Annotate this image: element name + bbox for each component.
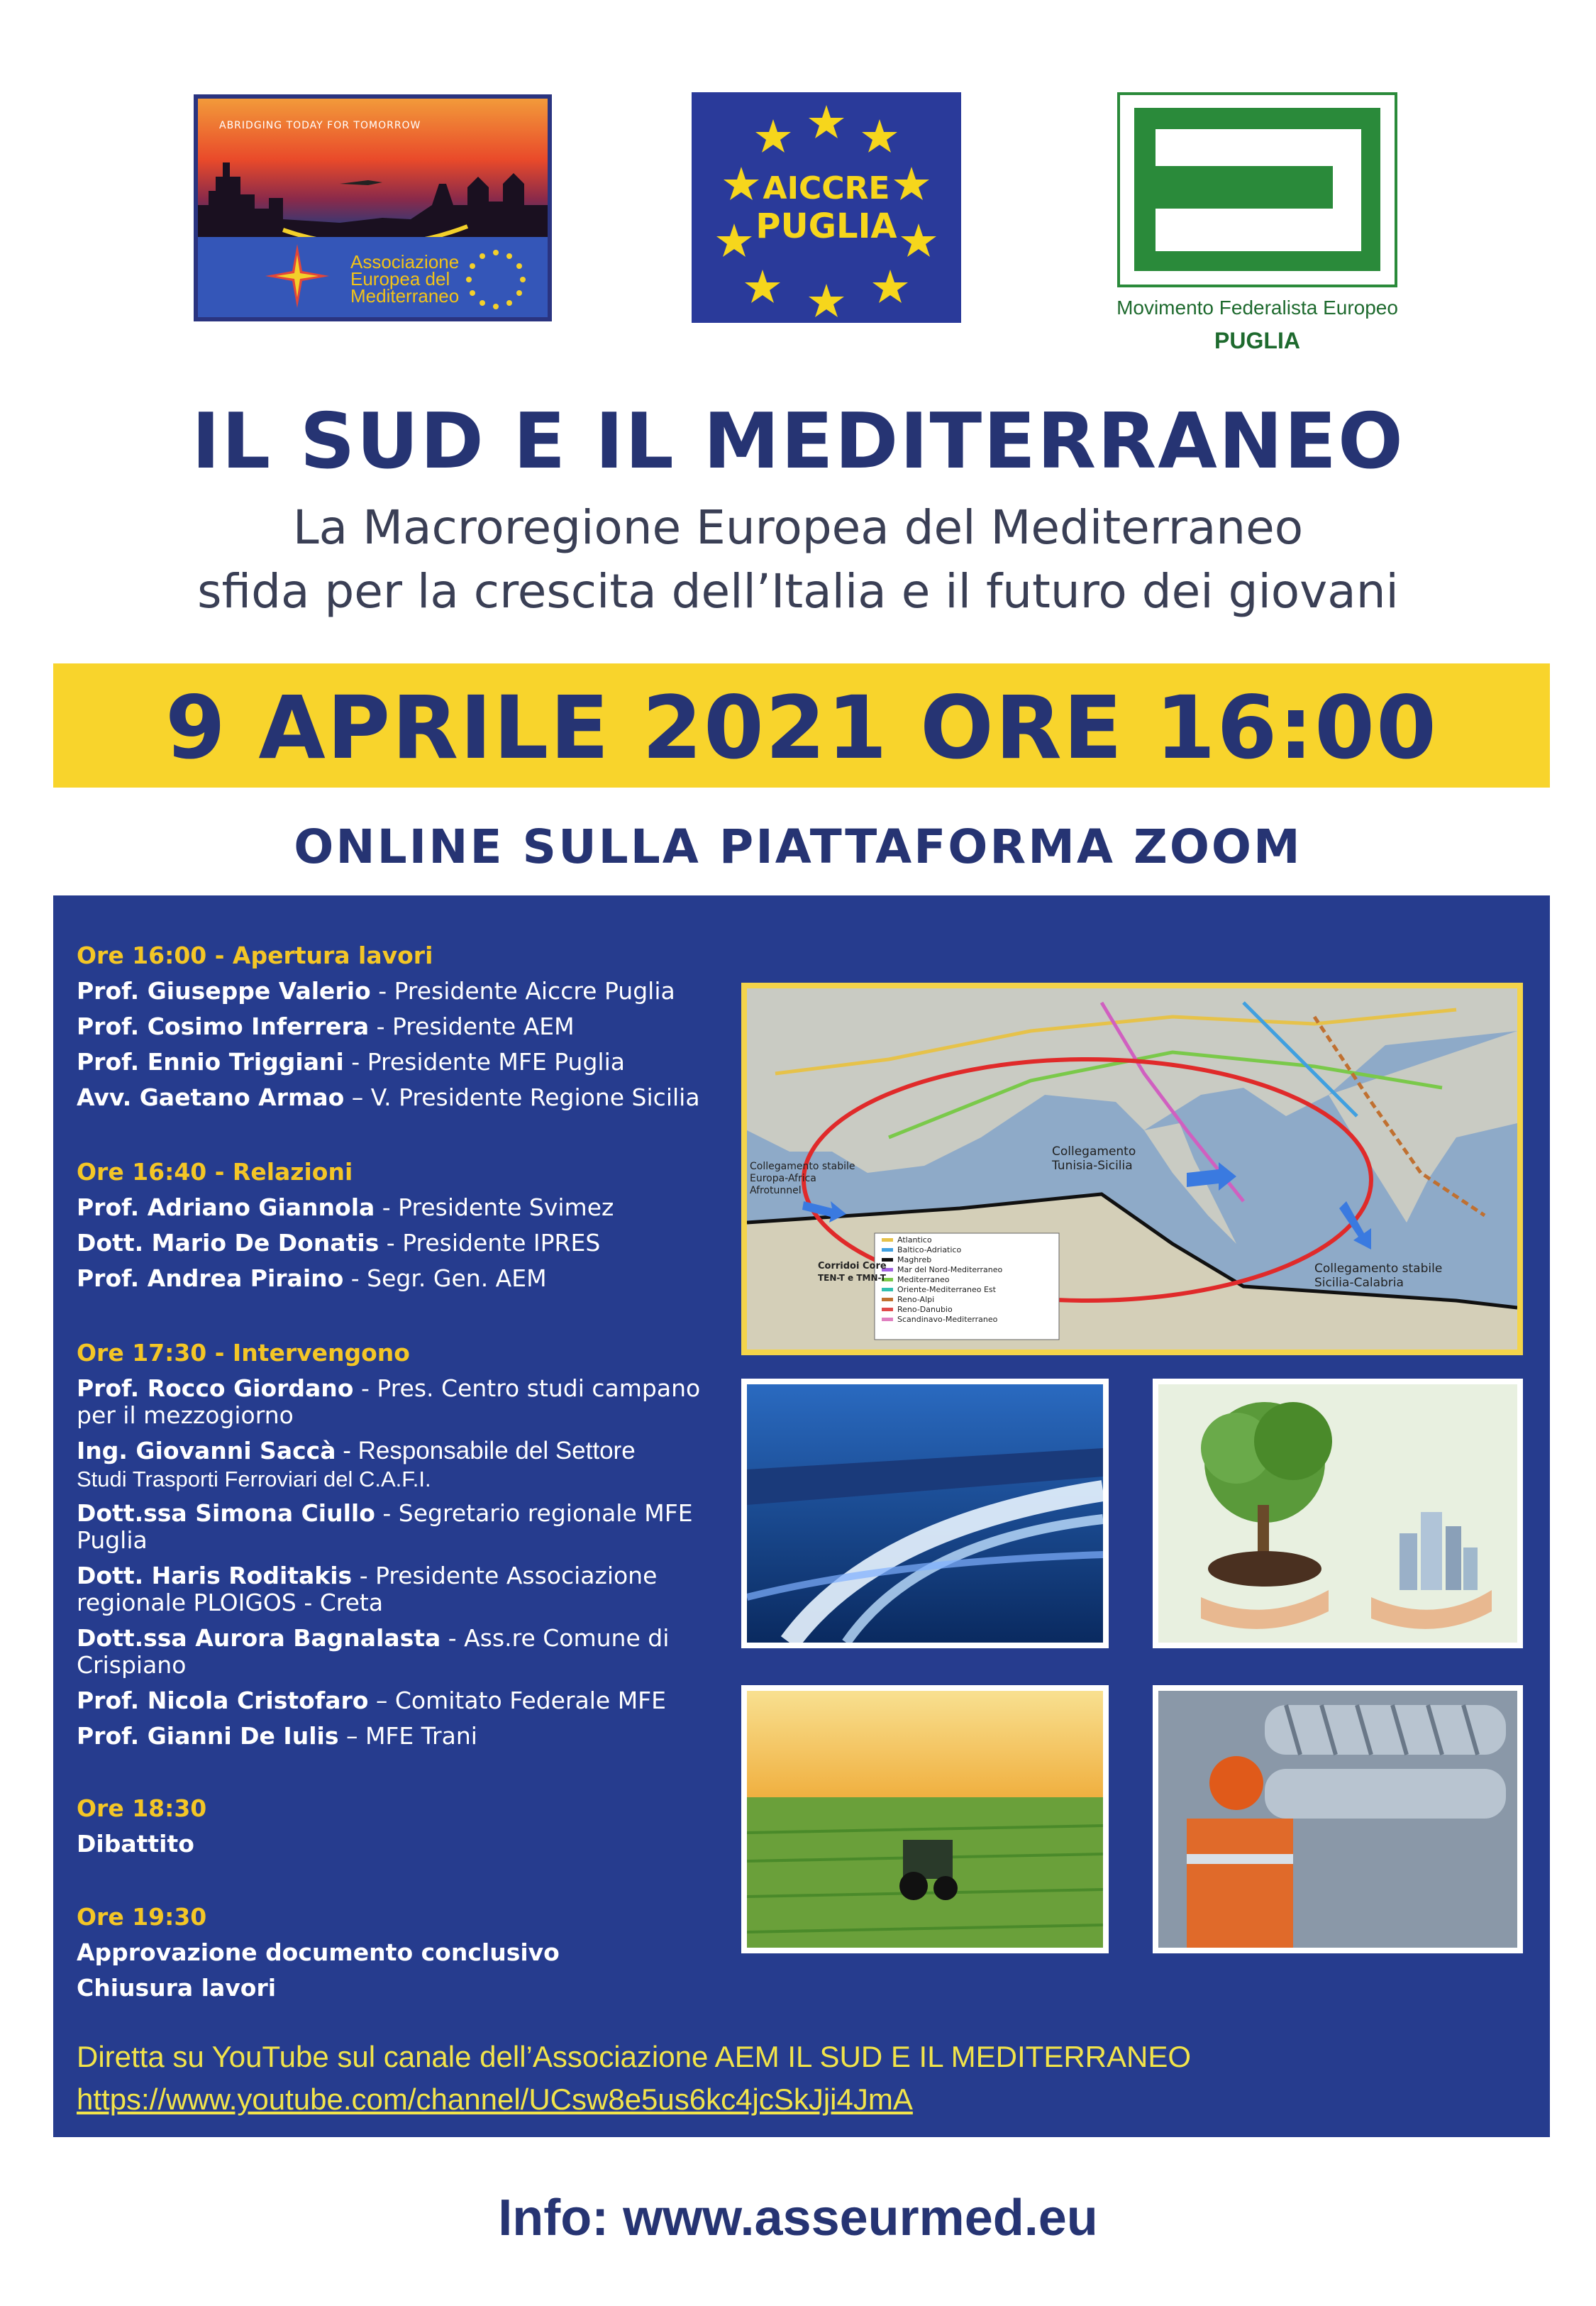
map-legend-item: Oriente-Mediterraneo Est — [897, 1285, 996, 1294]
event-date: 9 APRILE 2021 ORE 16:00 — [165, 678, 1438, 778]
aiccre-puglia-logo — [692, 92, 961, 323]
map-label: Collegamento stabile — [750, 1161, 855, 1172]
debate-text: Dibattito — [77, 1830, 194, 1858]
aem-logo — [194, 94, 552, 321]
worker-graphic — [1158, 1691, 1517, 1948]
page-title: IL SUD E IL MEDITERRANEO — [192, 397, 1404, 486]
skyline-graphic — [198, 155, 548, 241]
map-legend-item: Maghreb — [897, 1255, 932, 1264]
online-platform: ONLINE SULLA PIATTAFORMA ZOOM — [294, 820, 1302, 874]
speaker-line: Prof. Giuseppe Valerio - Presidente Aiccre Puglia — [77, 977, 675, 1005]
map-legend-item: Mar del Nord-Mediterraneo — [897, 1265, 1003, 1274]
map-legend-item: Scandinavo-Mediterraneo — [897, 1315, 998, 1324]
industrial-worker-photo — [1153, 1685, 1523, 1953]
section-reports-title: Ore 16:40 - Relazioni — [77, 1158, 353, 1186]
speaker-line: Prof. Andrea Piraino - Segr. Gen. AEM — [77, 1264, 547, 1292]
aem-tagline: ABRIDGING TODAY FOR TOMORROW — [219, 120, 421, 131]
mfe-logo — [1117, 92, 1397, 287]
section-debate-title: Ore 18:30 — [77, 1794, 207, 1822]
mediterranean-corridors-map — [741, 983, 1523, 1355]
speaker-line-cont: Crispiano — [77, 1651, 187, 1679]
speaker-line: Prof. Adriano Giannola - Presidente Svimez — [77, 1193, 614, 1221]
map-label: Sicilia-Calabria — [1314, 1276, 1404, 1290]
speaker-line: Dott.ssa Simona Ciullo - Segretario regionale MFE — [77, 1499, 693, 1527]
compass-rose-icon — [265, 244, 329, 308]
hands-tree-city-photo — [1153, 1379, 1523, 1648]
closing-text-2: Chiusura lavori — [77, 1974, 277, 2002]
speaker-line: Dott.ssa Aurora Bagnalasta - Ass.re Comune di — [77, 1624, 670, 1652]
map-label: Europa-Africa — [750, 1173, 816, 1184]
subtitle-line-1: La Macroregione Europea del Mediterraneo — [292, 500, 1304, 555]
speaker-line: Prof. Nicola Cristofaro – Comitato Federale MFE — [77, 1687, 666, 1714]
aiccre-label: AICCRE — [763, 170, 890, 206]
speaker-line: Prof. Ennio Triggiani - Presidente MFE Puglia — [77, 1048, 625, 1076]
speaker-line: Prof. Rocco Giordano - Pres. Centro studi campano — [77, 1374, 701, 1402]
youtube-channel-link[interactable]: https://www.youtube.com/channel/UCsw8e5us6kc4jcSkJji4JmA — [77, 2082, 913, 2116]
speaker-line: Prof. Cosimo Inferrera - Presidente AEM — [77, 1013, 575, 1040]
speaker-line-cont: Studi Trasporti Ferroviari del C.A.F.I. — [77, 1467, 431, 1491]
speaker-line-cont: per il mezzogiorno — [77, 1401, 294, 1429]
eu-star-circle-icon — [692, 92, 961, 323]
section-opening-title: Ore 16:00 - Apertura lavori — [77, 942, 433, 969]
map-legend-item: Baltico-Adriatico — [897, 1245, 962, 1254]
map-graphic — [747, 988, 1517, 1350]
highway-night-photo — [741, 1379, 1109, 1648]
speaker-line-cont: Puglia — [77, 1526, 148, 1554]
section-closing-title: Ore 19:30 — [77, 1903, 207, 1931]
highway-graphic — [747, 1384, 1103, 1643]
speaker-line: Avv. Gaetano Armao – V. Presidente Regione Sicilia — [77, 1083, 700, 1111]
eu-stars-icon — [460, 244, 531, 315]
speaker-line: Dott. Haris Roditakis - Presidente Associazione — [77, 1562, 658, 1589]
mfe-e-icon — [1120, 95, 1395, 285]
speaker-line: Dott. Mario De Donatis - Presidente IPRES — [77, 1229, 601, 1257]
mfe-name: Movimento Federalista Europeo — [1116, 297, 1398, 319]
map-legend-sub: TEN-T e TMN-T — [818, 1273, 886, 1283]
section-interventions-title: Ore 17:30 - Intervengono — [77, 1339, 410, 1367]
tree-graphic — [1158, 1384, 1517, 1643]
speaker-line-cont: regionale PLOIGOS - Creta — [77, 1589, 384, 1616]
youtube-stream-text: Diretta su YouTube sul canale dell’Associazione AEM IL SUD E IL MEDITERRANEO — [77, 2040, 1192, 2073]
field-graphic — [747, 1691, 1103, 1948]
closing-text-1: Approvazione documento conclusivo — [77, 1938, 560, 1966]
map-label: Tunisia-Sicilia — [1052, 1159, 1133, 1173]
map-legend-item: Reno-Alpi — [897, 1295, 935, 1304]
map-legend-item: Reno-Danubio — [897, 1305, 953, 1314]
map-legend-title: Corridoi Core — [818, 1261, 887, 1271]
map-legend-item: Mediterraneo — [897, 1275, 950, 1284]
map-legend-item: Atlantico — [897, 1235, 932, 1245]
map-label: Afrotunnel — [750, 1185, 802, 1196]
speaker-line: Ing. Giovanni Saccà - Responsabile del Settore — [77, 1437, 636, 1464]
mfe-region: PUGLIA — [1214, 328, 1300, 353]
map-label: Collegamento stabile — [1314, 1262, 1443, 1276]
tractor-field-photo — [741, 1685, 1109, 1953]
aem-name: Associazione Europea del Mediterraneo — [350, 251, 460, 307]
subtitle-line-2: sfida per la crescita dell’Italia e il futuro dei giovani — [197, 564, 1399, 619]
map-label: Collegamento — [1052, 1144, 1136, 1159]
puglia-label: PUGLIA — [755, 206, 897, 246]
info-website[interactable]: Info: www.asseurmed.eu — [498, 2190, 1098, 2246]
speaker-line: Prof. Gianni De Iulis – MFE Trani — [77, 1722, 477, 1750]
